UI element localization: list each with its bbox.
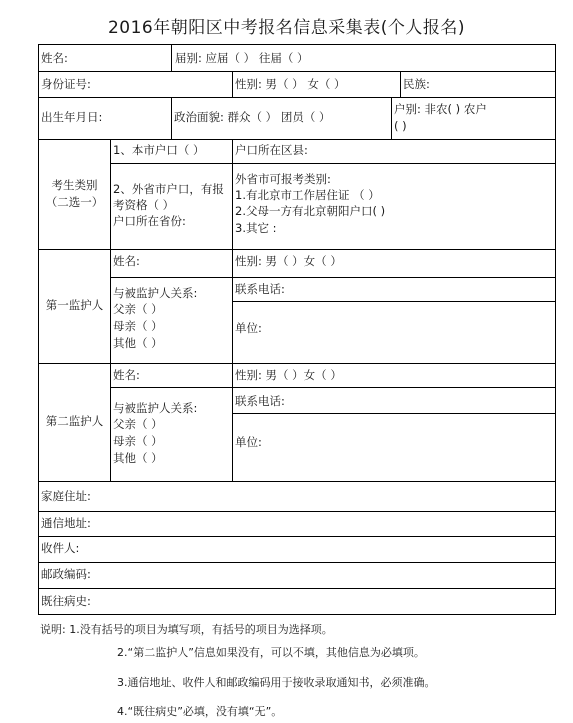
candidate-category-hint: （二选一） — [45, 195, 104, 209]
column-divider — [232, 71, 233, 97]
mailing-address-field[interactable]: 通信地址: — [41, 516, 91, 530]
note-2: 2.“第二监护人”信息如果没有，可以不填，其他信息为必填项。 — [117, 646, 425, 659]
note-3: 3.通信地址、收件人和邮政编码用于接收录取通知书，必须准确。 — [117, 676, 436, 689]
column-divider — [171, 45, 172, 71]
row-divider — [39, 511, 555, 512]
other-type-option-1[interactable]: 1.有北京市工作居住证 （ ） — [235, 188, 380, 202]
guardian1-employer-field[interactable]: 单位: — [235, 321, 262, 335]
guardian1-name-field[interactable]: 姓名: — [113, 254, 140, 268]
row-divider — [39, 249, 555, 250]
grade-options[interactable]: 届别: 应届（ ） 往届（ ） — [175, 51, 309, 65]
other-type-option-3[interactable]: 3.其它 : — [235, 221, 277, 235]
row-divider — [110, 163, 555, 164]
column-divider — [171, 97, 172, 139]
row-divider — [232, 301, 555, 302]
form-title: 2016年朝阳区中考报名信息采集表(个人报名) — [107, 18, 466, 38]
note-4: 4.“既往病史”必填，没有填“无”。 — [117, 705, 283, 718]
medical-history-field[interactable]: 既往病史: — [41, 594, 91, 608]
hukou-district-field[interactable]: 户口所在区县: — [235, 143, 308, 157]
other-province-option-cont: 考资格（ ） — [113, 198, 175, 212]
guardian2-name-field[interactable]: 姓名: — [113, 368, 140, 382]
row-divider — [39, 97, 555, 98]
other-type-option-2[interactable]: 2.父母一方有北京朝阳户口( ) — [235, 204, 386, 218]
guardian1-relation-title: 与被监护人关系: — [113, 286, 198, 300]
birth-date-field[interactable]: 出生年月日: — [41, 110, 103, 124]
column-divider — [110, 139, 111, 481]
guardian2-employer-field[interactable]: 单位: — [235, 435, 262, 449]
row-divider — [39, 481, 555, 482]
other-types-title: 外省市可报考类别: — [235, 172, 331, 186]
guardian2-father-option[interactable]: 父亲（ ） — [113, 417, 163, 431]
candidate-category-label: 考生类别 — [51, 178, 98, 192]
guardian1-other-option[interactable]: 其他（ ） — [113, 336, 163, 350]
row-divider — [110, 277, 555, 278]
note-1: 说明: 1.没有括号的项目为填写项，有括号的项目为选择项。 — [40, 623, 333, 636]
name-field[interactable]: 姓名: — [41, 51, 68, 65]
row-divider — [39, 139, 555, 140]
guardian1-gender-options[interactable]: 性别: 男（ ）女（ ） — [235, 254, 342, 268]
guardian2-other-option[interactable]: 其他（ ） — [113, 451, 163, 465]
row-divider — [39, 562, 555, 563]
row-divider — [110, 387, 555, 388]
recipient-field[interactable]: 收件人: — [41, 541, 80, 555]
row-divider — [39, 71, 555, 72]
column-divider — [232, 139, 233, 481]
postcode-field[interactable]: 邮政编码: — [41, 567, 91, 581]
column-divider — [400, 71, 401, 97]
guardian1-father-option[interactable]: 父亲（ ） — [113, 302, 163, 316]
local-hukou-option[interactable]: 1、本市户口（ ） — [113, 143, 205, 157]
ethnicity-field[interactable]: 民族: — [403, 77, 430, 91]
row-divider — [232, 413, 555, 414]
hukou-type-options[interactable]: 户别: 非农( ) 农户 — [394, 102, 487, 116]
hukou-type-options-cont[interactable]: ( ) — [394, 119, 407, 133]
guardian2-gender-options[interactable]: 性别: 男（ ）女（ ） — [235, 368, 342, 382]
guardian1-mother-option[interactable]: 母亲（ ） — [113, 319, 163, 333]
guardian2-label: 第二监护人 — [45, 414, 104, 428]
guardian2-relation-title: 与被监护人关系: — [113, 401, 198, 415]
column-divider — [391, 97, 392, 139]
home-address-field[interactable]: 家庭住址: — [41, 489, 91, 503]
guardian2-phone-field[interactable]: 联系电话: — [235, 394, 285, 408]
guardian1-phone-field[interactable]: 联系电话: — [235, 282, 285, 296]
other-province-option[interactable]: 2、外省市户口，有报 — [113, 182, 224, 196]
gender-options[interactable]: 性别: 男（ ） 女（ ） — [235, 77, 346, 91]
guardian1-label: 第一监护人 — [45, 298, 104, 312]
id-number-field[interactable]: 身份证号: — [41, 77, 91, 91]
row-divider — [39, 536, 555, 537]
row-divider — [39, 588, 555, 589]
hukou-province-field[interactable]: 户口所在省份: — [113, 214, 186, 228]
guardian2-mother-option[interactable]: 母亲（ ） — [113, 434, 163, 448]
registration-form-table — [38, 44, 556, 615]
political-status-options[interactable]: 政治面貌: 群众（ ） 团员（ ） — [174, 110, 331, 124]
row-divider — [39, 363, 555, 364]
